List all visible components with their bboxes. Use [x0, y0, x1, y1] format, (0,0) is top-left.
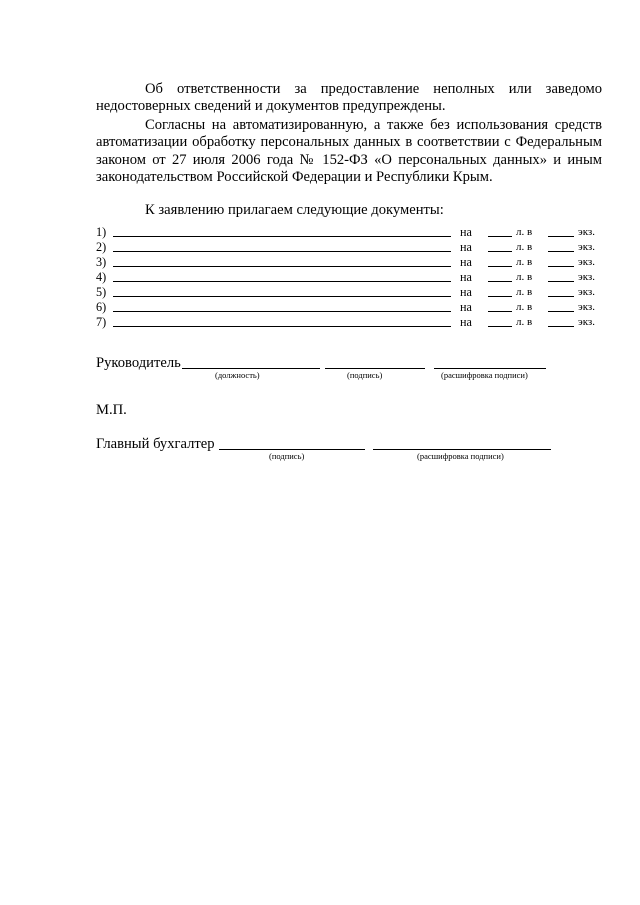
sheets-label: л. в — [516, 256, 533, 268]
row-number: 2) — [96, 240, 107, 254]
document-name-line — [113, 266, 451, 267]
attachment-row — [96, 270, 606, 285]
sheets-count-line — [488, 281, 512, 282]
head-position-line — [182, 368, 320, 369]
copies-label: экз. — [578, 271, 596, 283]
copies-count-line — [548, 251, 574, 252]
copies-label: экз. — [578, 301, 596, 313]
row-number: 3) — [96, 255, 107, 269]
copies-label: экз. — [578, 241, 596, 253]
sheets-label: л. в — [516, 241, 533, 253]
sheets-count-line — [488, 296, 512, 297]
sheets-count-line — [488, 326, 512, 327]
attachment-row — [96, 300, 606, 315]
accountant-decoding-line — [373, 449, 551, 450]
document-name-line — [113, 311, 451, 312]
sheets-label: л. в — [516, 226, 533, 238]
copies-count-line — [548, 311, 574, 312]
accountant-signature-line — [219, 449, 365, 450]
sheets-count-line — [488, 251, 512, 252]
head-decoding-line — [434, 368, 546, 369]
accountant-label: Главный бухгалтер — [96, 436, 215, 452]
document-name-line — [113, 296, 451, 297]
decoding-caption: (расшифровка подписи) — [441, 370, 528, 380]
responsibility-paragraph: Об ответственности за предоставление неполных или заведомо недостоверных сведений и документов предупреждены. — [96, 81, 602, 115]
attachment-row — [96, 255, 606, 270]
consent-paragraph: Согласны на автоматизированную, а также без использования средств автоматизации обработку персональных данных в соответствии с Федеральным законом от 27 июля 2006 года № 152-ФЗ «О персональных данных» и иным законодательством Российской Федерации и Республики Крым. — [96, 117, 602, 186]
copies-label: экз. — [578, 316, 596, 328]
on-label: на — [460, 285, 472, 299]
attachment-row — [96, 240, 606, 255]
sheets-label: л. в — [516, 316, 533, 328]
copies-count-line — [548, 296, 574, 297]
row-number: 1) — [96, 225, 107, 239]
copies-count-line — [548, 236, 574, 237]
on-label: на — [460, 255, 472, 269]
on-label: на — [460, 225, 472, 239]
attachment-row — [96, 285, 606, 300]
copies-count-line — [548, 326, 574, 327]
attachments-intro: К заявлению прилагаем следующие документы: — [145, 202, 444, 218]
head-label: Руководитель — [96, 355, 181, 371]
copies-label: экз. — [578, 256, 596, 268]
row-number: 5) — [96, 285, 107, 299]
on-label: на — [460, 240, 472, 254]
copies-label: экз. — [578, 286, 596, 298]
attachment-row — [96, 315, 606, 330]
sheets-label: л. в — [516, 271, 533, 283]
head-signature-line — [325, 368, 425, 369]
document-name-line — [113, 236, 451, 237]
signature-caption: (подпись) — [269, 451, 305, 461]
copies-count-line — [548, 266, 574, 267]
row-number: 6) — [96, 300, 107, 314]
document-name-line — [113, 326, 451, 327]
sheets-count-line — [488, 236, 512, 237]
on-label: на — [460, 300, 472, 314]
stamp-place: М.П. — [96, 402, 127, 418]
position-caption: (должность) — [215, 370, 260, 380]
on-label: на — [460, 315, 472, 329]
sheets-label: л. в — [516, 286, 533, 298]
sheets-label: л. в — [516, 301, 533, 313]
document-name-line — [113, 281, 451, 282]
attachments-list — [96, 225, 606, 330]
sheets-count-line — [488, 266, 512, 267]
decoding-caption: (расшифровка подписи) — [417, 451, 504, 461]
copies-count-line — [548, 281, 574, 282]
row-number: 7) — [96, 315, 107, 329]
sheets-count-line — [488, 311, 512, 312]
row-number: 4) — [96, 270, 107, 284]
copies-label: экз. — [578, 226, 596, 238]
attachment-row — [96, 225, 606, 240]
on-label: на — [460, 270, 472, 284]
document-name-line — [113, 251, 451, 252]
signature-caption: (подпись) — [347, 370, 383, 380]
